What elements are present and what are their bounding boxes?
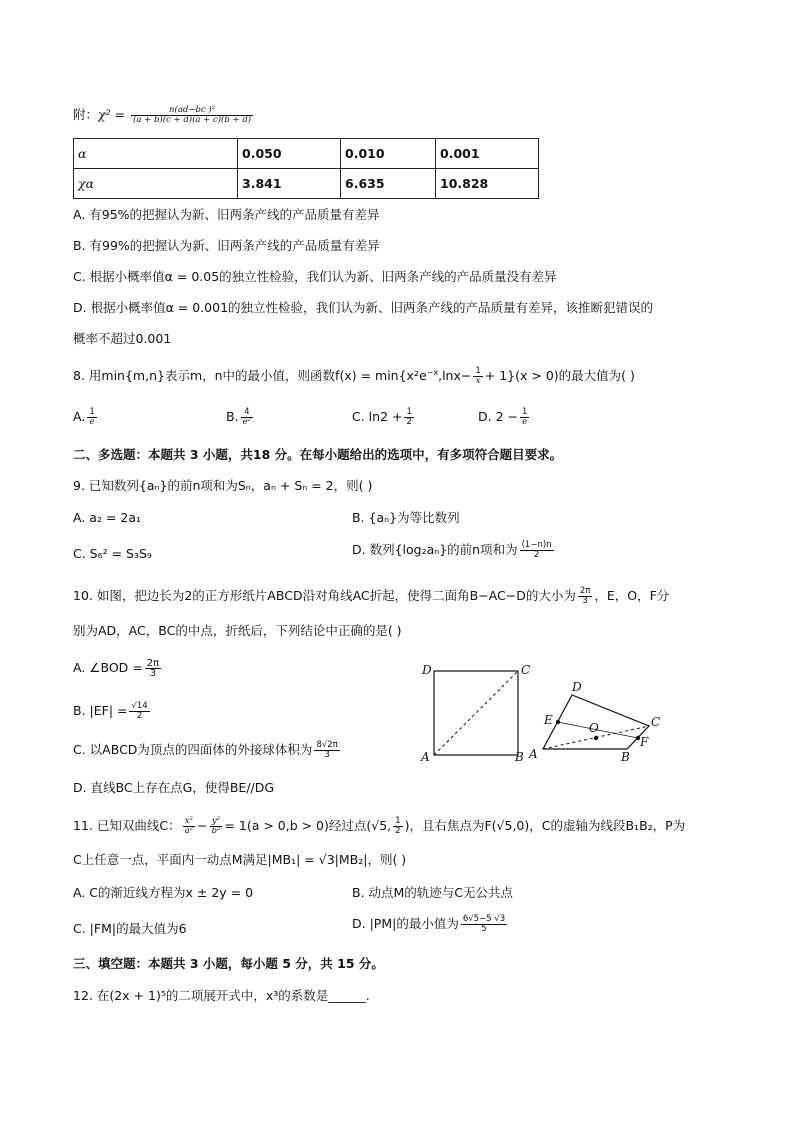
q8-option-a [73, 408, 99, 427]
q11-pt-frac [393, 817, 402, 836]
formula-numerator: n(ad−bc )² [131, 106, 253, 116]
fig-label-d2: D [572, 680, 582, 694]
point-o [594, 736, 598, 740]
q11-frac2-num: y² [210, 817, 223, 827]
q10-b-text: B. |EF| = [73, 703, 128, 718]
formula-denominator: (a + b)(c + d)(a + c)(b + d) [133, 115, 252, 125]
q8-frac-den: x [475, 376, 481, 387]
fig-label-b: B [515, 750, 524, 764]
fig-label-a: A [421, 750, 430, 764]
q8-d-num: 1 [521, 407, 528, 417]
fig-label-c2: C [651, 715, 661, 729]
q7-option-b: B. 有99%的把握认为新、旧两条产线的产品质量有差异 [73, 238, 380, 253]
q8-d-frac [520, 408, 529, 427]
q10-stem1-den: 3 [582, 596, 588, 606]
q11-frac1-den: a² [184, 826, 194, 836]
q8-frac-num: 1 [475, 366, 481, 377]
q8-stem-sup: −x [426, 368, 439, 377]
q11-stem-line2: C上任意一点，平面内一动点M满足|MB₁| = √3|MB₂|，则( ) [73, 852, 407, 867]
q10-c-frac [314, 741, 339, 760]
q10-c-text: C. 以ABCD为顶点的四面体的外接球体积为 [73, 742, 313, 757]
q10-a-num: 2π [146, 658, 160, 669]
q8-stem-b: ,lnx− [438, 368, 472, 384]
q10-b-den: 2 [136, 711, 143, 721]
q10-stem-line1 [73, 587, 669, 606]
q11-option-d [352, 915, 509, 934]
q8-c-num: 1 [406, 407, 412, 417]
q8-b-frac [241, 408, 253, 427]
q8-a-frac [87, 408, 96, 427]
q8-option-c [352, 408, 416, 427]
q9-d-num: (1−n)n [521, 540, 552, 550]
q8-stem [73, 364, 635, 386]
table-cell: 0.010 [341, 139, 436, 169]
q11-option-c: C. |FM|的最大值为6 [73, 921, 187, 936]
fig-label-o: O [589, 721, 599, 735]
q11-d-text: D. |PM|的最小值为 [352, 916, 459, 931]
q10-a-frac [145, 659, 161, 678]
q11-stem1-c: )，且右焦点为F(√5,0)，C的虚轴为线段B₁B₂，P为 [404, 818, 686, 833]
q10-b-num: √14 [131, 701, 148, 711]
critical-value-table [73, 138, 539, 199]
q8-c-frac [404, 408, 413, 427]
q11-frac1 [183, 817, 195, 836]
q10-c-den: 3 [324, 750, 330, 760]
q9-d-text: D. 数列{log₂aₙ}的前n项和为 [352, 542, 518, 557]
q11-stem1-b: = 1(a > 0,b > 0)经过点(√5, [224, 818, 392, 833]
q8-d-text: D. 2 − [478, 409, 518, 424]
q9-option-d [352, 541, 556, 560]
q8-frac [473, 367, 482, 386]
q10-option-a [73, 659, 163, 678]
q9-option-b: B. {aₙ}为等比数列 [352, 510, 460, 525]
q10-a-text: A. ∠BOD = [73, 660, 143, 675]
q8-option-d [478, 408, 531, 427]
q11-d-num: 6√5−5 √3 [462, 914, 506, 924]
q10-option-d: D. 直线BC上存在点G，使得BE//DG [73, 780, 275, 795]
table-cell: α [74, 139, 238, 169]
q10-a-den: 3 [149, 668, 157, 679]
q11-stem-line1 [73, 817, 685, 836]
q10-stem1-frac [578, 587, 593, 606]
q9-d-frac [520, 541, 554, 560]
q9-d-den: 2 [533, 550, 540, 560]
table-row [74, 139, 539, 169]
diagonal-ac [434, 671, 518, 755]
q9-stem: 9. 已知数列{aₙ}的前n项和为Sₙ，aₙ + Sₙ = 2，则( ) [73, 478, 373, 493]
chi-square-formula [73, 106, 255, 125]
q11-frac2 [210, 817, 223, 836]
q10-stem1-b: ，E，O，F分 [594, 588, 670, 603]
point-e [556, 720, 560, 724]
q8-b-label: B. [226, 409, 239, 424]
q10-stem1-a: 10. 如图，把边长为2的正方形纸片ABCD沿对角线AC折起，使得二面角B−AC−D的大小为 [73, 588, 576, 603]
q8-a-label: A. [73, 409, 86, 424]
table-cell: 0.001 [436, 139, 539, 169]
q10-option-c [73, 741, 342, 760]
q10-stem1-num: 2π [579, 586, 591, 596]
q8-c-text: C. ln2 + [352, 409, 403, 424]
table-cell: 0.050 [238, 139, 341, 169]
q7-option-d: D. 根据小概率值α = 0.001的独立性检验，我们认为新、旧两条产线的产品质量有差异，该推断犯错误的 [73, 300, 654, 315]
table-cell: χα [74, 169, 238, 199]
q11-frac2-den: b² [211, 826, 221, 836]
fig-label-d: D [422, 663, 432, 677]
fig-label-a2: A [529, 747, 538, 761]
q11-pt-den: 2 [395, 826, 401, 836]
q11-stem1-a: 11. 已知双曲线C： [73, 818, 181, 833]
q12-stem: 12. 在(2x + 1)⁵的二项展开式中，x³的系数是______. [73, 988, 370, 1003]
square-abcd [434, 671, 518, 755]
q11-option-a: A. C的渐近线方程为x ± 2y = 0 [73, 885, 254, 900]
q8-b-den: e² [242, 417, 252, 427]
q9-option-a: A. a₂ = 2a₁ [73, 510, 141, 525]
q8-a-den: e [89, 417, 95, 427]
q8-stem-a: 8. 用min{m,n}表示m，n中的最小值，则函数f(x) = min{x²e [73, 368, 427, 384]
section-3-heading: 三、填空题：本题共 3 小题，每小题 5 分，共 15 分。 [73, 956, 384, 971]
q11-minus: − [197, 818, 208, 833]
q7-option-a: A. 有95%的把握认为新、旧两条产线的产品质量有差异 [73, 207, 380, 222]
fig-label-f: F [640, 735, 649, 749]
table-cell: 10.828 [436, 169, 539, 199]
table-row [74, 169, 539, 199]
table-cell: 3.841 [238, 169, 341, 199]
fig-label-c: C [521, 663, 531, 677]
q10-figure [415, 660, 675, 770]
q8-c-den: 2 [406, 417, 412, 427]
q7-option-c: C. 根据小概率值α = 0.05的独立性检验，我们认为新、旧两条产线的产品质量没有差异 [73, 269, 557, 284]
q10-stem-line2: 别为AD，AC，BC的中点，折纸后，下列结论中正确的是( ) [73, 623, 402, 638]
fig-label-e: E [544, 713, 553, 727]
q10-c-num: 8√2π [316, 740, 338, 750]
fig-label-b2: B [621, 750, 630, 764]
formula-lhs: χ² = [98, 107, 126, 122]
q11-d-frac [461, 915, 507, 934]
q11-pt-num: 1 [395, 816, 401, 826]
q8-a-num: 1 [89, 407, 95, 417]
q8-option-b [226, 408, 255, 427]
q8-d-den: e [522, 417, 528, 427]
q10-option-b [73, 702, 152, 721]
q11-frac1-num: x² [183, 817, 195, 827]
formula-prefix: 附： [73, 107, 99, 122]
table-cell: 6.635 [341, 169, 436, 199]
q11-option-b: B. 动点M的轨迹与C无公共点 [352, 885, 514, 900]
q11-d-den: 5 [481, 924, 487, 934]
section-2-heading: 二、多选题：本题共 3 小题，共18 分。在每小题给出的选项中，有多项符合题目要求。 [73, 447, 563, 462]
q8-stem-c: + 1}(x > 0)的最大值为( ) [484, 368, 635, 384]
q10-b-frac [129, 702, 149, 721]
q9-option-c: C. S₆² = S₃S₉ [73, 546, 152, 561]
q7-option-d-cont: 概率不超过0.001 [73, 331, 172, 346]
q8-b-num: 4 [241, 408, 253, 418]
formula-fraction [131, 106, 253, 125]
